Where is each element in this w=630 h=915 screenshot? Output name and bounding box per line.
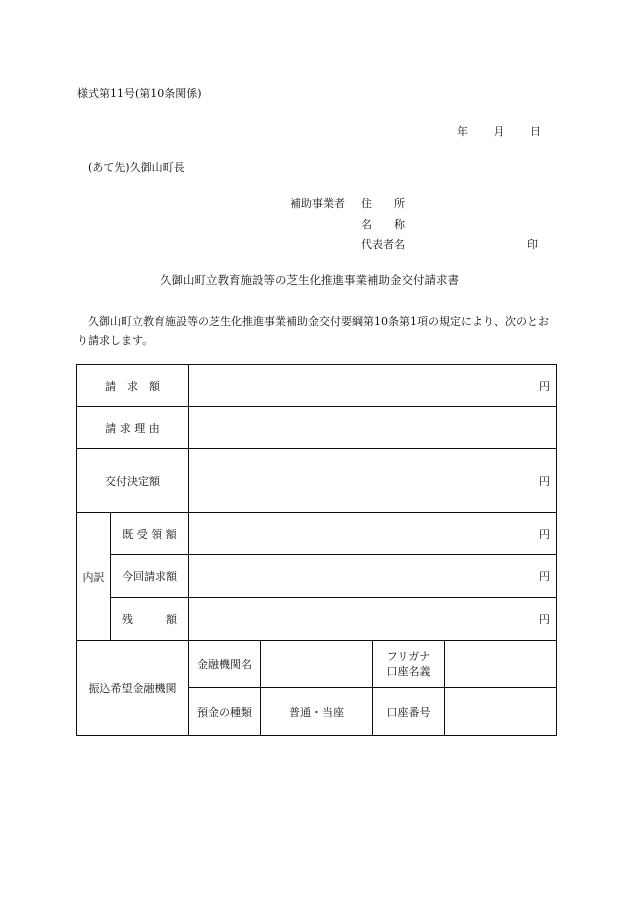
date-year-label: 年 [457,125,468,138]
document-title: 久御山町立教育施設等の芝生化推進事業補助金交付請求書 [160,273,459,287]
date-day-label: 日 [530,125,541,138]
seal-mark: 印 [527,238,538,251]
date-month-label: 月 [493,125,505,138]
applicant-label: 補助事業者 [290,197,345,210]
name-field-label: 名 称 [361,218,405,231]
deposit-type-label: 預金の種類 [189,688,261,736]
addressee: (あて先)久御山町長 [88,161,185,174]
address-field-label: 住 所 [361,197,405,210]
request-amount-label: 請 求 額 [77,365,189,407]
current-label: 今回請求額 [111,555,189,598]
bank-name-label: 金融機関名 [189,641,261,688]
remaining-field[interactable]: 円 [189,598,557,641]
row-request-amount [77,365,557,407]
row-request-reason [77,407,557,449]
current-field[interactable]: 円 [189,555,557,598]
form-number: 様式第11号(第10条関係) [77,87,202,100]
request-form-table [76,364,557,736]
row-decision-amount [77,449,557,513]
row-bank-name [77,641,557,688]
account-number-field[interactable] [445,688,557,736]
request-reason-field[interactable] [189,407,557,449]
deposit-type-field[interactable]: 普通・当座 [261,688,373,736]
request-reason-label: 請 求 理 由 [77,407,189,449]
account-holder-field[interactable] [445,641,557,688]
received-field[interactable]: 円 [189,513,557,555]
decision-amount-field[interactable]: 円 [189,449,557,513]
breakdown-label: 内訳 [77,513,111,641]
body-text: 久御山町立教育施設等の芝生化推進事業補助金交付要綱第10条第1項の規定により、次のとおり請求します。 [77,315,549,347]
row-received [77,513,557,555]
received-label: 既 受 領 額 [111,513,189,555]
bank-name-field[interactable] [261,641,373,688]
furigana-label: フリガナ [386,650,431,663]
representative-field-label: 代表者名 [361,238,405,251]
account-holder-label [373,641,445,688]
remaining-label: 残 額 [111,598,189,641]
decision-amount-label: 交付決定額 [77,449,189,513]
account-number-label: 口座番号 [373,688,445,736]
bank-section-label: 振込希望金融機関 [77,641,189,736]
request-amount-field[interactable]: 円 [189,365,557,407]
row-remaining [77,598,557,641]
account-holder-text: 口座名義 [386,665,431,678]
date-line [457,126,541,137]
row-current [77,555,557,598]
